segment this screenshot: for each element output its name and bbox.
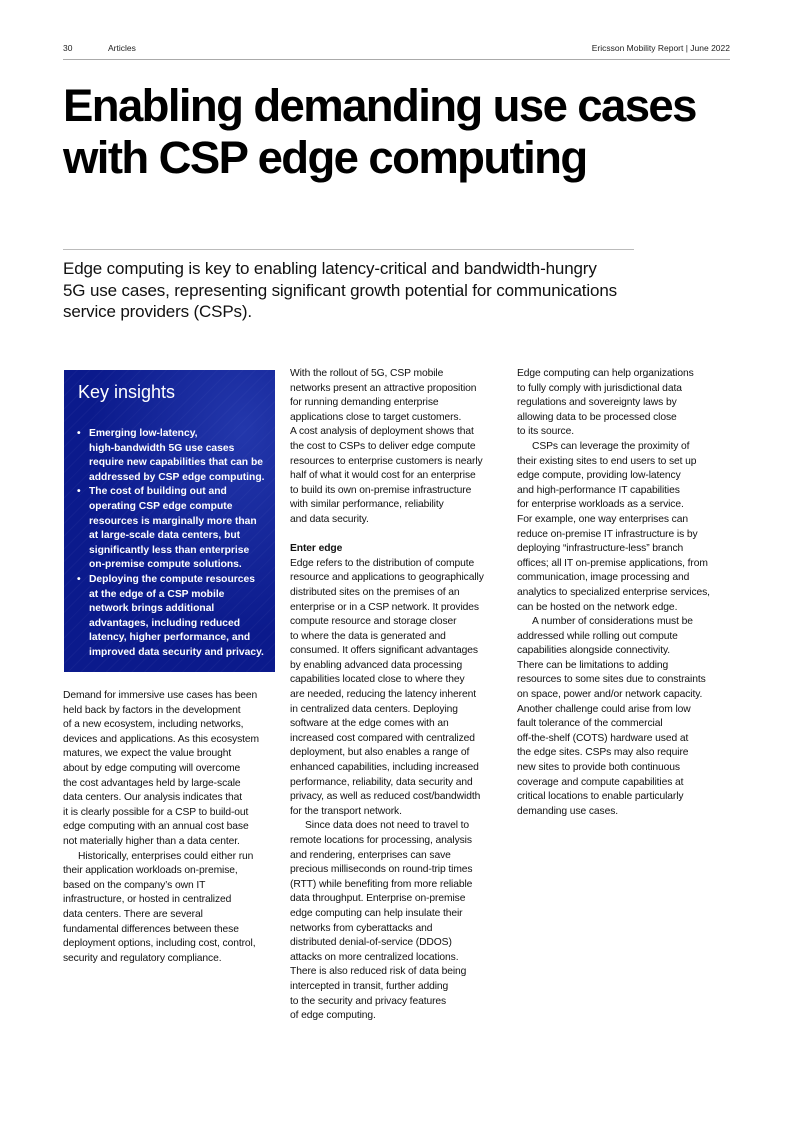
text-line: networks present an attractive proposition: [290, 382, 477, 394]
text-line: enhanced capabilities, including increased: [290, 762, 479, 774]
text-line: on space, power and/or network capacity.: [517, 689, 703, 701]
text-line: data centers. There are several: [63, 908, 203, 920]
title-line: with CSP edge computing: [63, 132, 587, 183]
body-column-1: [63, 689, 281, 966]
text-line: data throughput. Enterprise on-premise: [290, 893, 466, 905]
text-line: attacks on more centralized locations.: [290, 951, 459, 963]
key-insights-list: [77, 427, 264, 661]
insight-line: at the edge of a CSP mobile: [89, 588, 225, 600]
text-line: edge computing with an annual cost base: [63, 821, 249, 833]
text-line: in centralized data centers. Deploying: [290, 703, 458, 715]
page-header: [63, 43, 730, 59]
text-line: edge computing can help insulate their: [290, 907, 463, 919]
text-line: regulations and sovereignty laws by: [517, 397, 677, 409]
insight-line: high-bandwidth 5G use cases: [89, 442, 235, 454]
insight-line: improved data security and privacy.: [89, 646, 264, 658]
text-line: for the transport network.: [290, 805, 402, 817]
intro-line: service providers (CSPs).: [63, 302, 252, 321]
intro-paragraph: [63, 258, 653, 323]
text-line: resources to enterprise customers is nearly: [290, 455, 483, 467]
text-line: the cost advantages held by large-scale: [63, 777, 241, 789]
spacer: [290, 528, 508, 543]
text-line: software at the edge comes with an: [290, 718, 449, 730]
paragraph: [517, 615, 735, 819]
article-title: [63, 80, 743, 184]
text-line: A number of considerations must be: [532, 616, 693, 628]
text-line: to where the data is generated and: [290, 630, 446, 642]
text-line: allowing data to be processed close: [517, 411, 677, 423]
text-line: Demand for immersive use cases has been: [63, 690, 258, 701]
text-line: devices and applications. As this ecosystem: [63, 733, 260, 745]
insight-line: operating CSP edge compute: [89, 500, 233, 512]
title-line: Enabling demanding use cases: [63, 80, 696, 131]
body-column-2: [290, 367, 508, 1024]
text-line: half of what it would cost for an enterprise: [290, 470, 476, 482]
text-line: compute resource and storage closer: [290, 616, 457, 628]
paragraph: [517, 440, 735, 615]
text-line: distributed denial-of-service (DDOS): [290, 937, 452, 949]
text-line: communication, image processing and: [517, 572, 690, 584]
text-line: the cost to CSPs to deliver edge compute: [290, 440, 476, 452]
body-column-3: [517, 367, 735, 819]
text-line: For example, one way enterprises can: [517, 513, 688, 525]
text-line: (RTT) while benefiting from more reliable: [290, 878, 473, 890]
text-line: addressed while rolling out compute: [517, 630, 678, 642]
insight-line: advantages, including reduced: [89, 617, 241, 629]
text-line: distributed sites on the premises of an: [290, 586, 460, 598]
text-line: and rendering, enterprises can save: [290, 849, 451, 861]
text-line: remote locations for processing, analysis: [290, 835, 472, 846]
text-line: Another challenge could arise from low: [517, 703, 691, 715]
text-line: the edge sites. CSPs may also require: [517, 747, 689, 759]
text-line: There can be limitations to adding: [517, 659, 669, 671]
text-line: deployment options, including cost, control,: [63, 938, 256, 950]
text-line: capabilities alongside connectivity.: [517, 645, 671, 657]
text-line: held back by factors in the development: [63, 704, 241, 716]
paragraph: [63, 850, 281, 967]
text-line: Edge refers to the distribution of compute: [290, 557, 475, 569]
text-line: to fully comply with jurisdictional data: [517, 382, 682, 394]
insight-line: latency, higher performance, and: [89, 632, 251, 644]
text-line: about by edge computing will overcome: [63, 762, 241, 774]
text-line: with similar performance, reliability: [290, 499, 444, 511]
text-line: Edge computing can help organizations: [517, 368, 694, 379]
text-line: their application workloads on-premise,: [63, 865, 238, 877]
text-line: to build its own on-premise infrastructure: [290, 484, 472, 496]
text-line: and high-performance IT capabilities: [517, 484, 680, 496]
text-line: precious milliseconds on round-trip times: [290, 864, 473, 876]
key-insights-heading: Key insights: [78, 382, 176, 402]
insight-line: on-premise compute solutions.: [89, 559, 242, 571]
text-line: resource and applications to geographically: [290, 572, 484, 584]
paragraph: [63, 689, 281, 850]
insight-line: significantly less than enterprise: [89, 544, 250, 556]
text-line: based on the company’s own IT: [63, 879, 206, 891]
intro-divider: [63, 249, 634, 250]
text-line: of a new ecosystem, including networks,: [63, 719, 244, 731]
text-line: fundamental differences between these: [63, 923, 239, 935]
text-line: coverage and compute capabilities at: [517, 776, 684, 788]
text-line: are needed, reducing the latency inherent: [290, 689, 476, 701]
text-line: capabilities located close to where they: [290, 674, 465, 686]
section-label: Articles: [108, 43, 136, 53]
text-line: new sites to provide both continuous: [517, 762, 680, 774]
text-line: Since data does not need to travel to: [305, 820, 470, 832]
insight-line: addressed by CSP edge computing.: [89, 471, 265, 483]
paragraph: [517, 367, 735, 440]
text-line: it is clearly possible for a CSP to build-out: [63, 806, 249, 818]
text-line: not materially higher than a data center.: [63, 835, 240, 847]
paragraph: [290, 367, 508, 528]
subheading-enter-edge: Enter edge: [290, 543, 343, 555]
insight-line: resources is marginally more than: [89, 515, 257, 527]
text-line: privacy, as well as reduced cost/bandwidth: [290, 791, 481, 803]
text-line: deploying “infrastructure-less” branch: [517, 543, 684, 555]
header-divider: [63, 59, 730, 60]
text-line: A cost analysis of deployment shows that: [290, 426, 474, 438]
text-line: With the rollout of 5G, CSP mobile: [290, 368, 444, 379]
text-line: matures, we expect the value brought: [63, 748, 232, 760]
insight-line: • Emerging low-latency,: [89, 428, 198, 439]
text-line: resources to some sites due to constraints: [517, 674, 706, 686]
insight-line: require new capabilities that can be: [89, 457, 263, 469]
text-line: intercepted in transit, further adding: [290, 980, 449, 992]
text-line: analytics to specialized enterprise services,: [517, 586, 710, 598]
text-line: to its source.: [517, 426, 574, 438]
text-line: deployment, but also enables a range of: [290, 747, 470, 759]
text-line: applications close to target customers.: [290, 411, 462, 423]
text-line: their existing sites to end users to set up: [517, 455, 697, 467]
text-line: of edge computing.: [290, 1010, 376, 1022]
paragraph: [290, 557, 508, 820]
insight-line: at large-scale data centers, but: [89, 530, 241, 542]
insight-line: • The cost of building out and: [89, 486, 227, 498]
insight-bullet: [77, 485, 264, 573]
text-line: reduce on-premise IT infrastructure is by: [517, 528, 698, 540]
text-line: CSPs can leverage the proximity of: [532, 440, 690, 452]
text-line: off-the-shelf (COTS) hardware used at: [517, 732, 689, 744]
text-line: consumed. It offers significant advantages: [290, 645, 478, 657]
text-line: There is also reduced risk of data being: [290, 966, 467, 978]
insight-bullet: [77, 573, 264, 661]
text-line: performance, reliability, data security and: [290, 776, 473, 788]
page-number: 30: [63, 43, 73, 53]
text-line: and data security.: [290, 513, 369, 525]
text-line: networks from cyberattacks and: [290, 922, 433, 934]
text-line: demanding use cases.: [517, 805, 619, 817]
text-line: fault tolerance of the commercial: [517, 718, 663, 730]
text-line: for enterprise workloads as a service.: [517, 499, 684, 511]
insight-line: • Deploying the compute resources: [89, 573, 255, 585]
text-line: enterprise or in a CSP network. It provides: [290, 601, 479, 613]
insight-bullet: [77, 427, 264, 485]
insight-line: network brings additional: [89, 603, 215, 615]
report-title: Ericsson Mobility Report | June 2022: [591, 43, 730, 53]
intro-line: 5G use cases, representing significant growth potential for communications: [63, 280, 617, 300]
text-line: security and regulatory compliance.: [63, 952, 222, 964]
text-line: can be hosted on the network edge.: [517, 601, 678, 613]
text-line: critical locations to enable particularly: [517, 791, 684, 803]
text-line: increased cost compared with centralized: [290, 732, 475, 744]
text-line: offices; all IT on-premise applications, from: [517, 557, 708, 569]
paragraph: [290, 819, 508, 1023]
text-line: Historically, enterprises could either run: [78, 850, 254, 862]
text-line: to the security and privacy features: [290, 995, 447, 1007]
text-line: infrastructure, or hosted in centralized: [63, 894, 232, 906]
key-insights-box: [64, 370, 275, 672]
text-line: by enabling advanced data processing: [290, 659, 463, 671]
text-line: data centers. Our analysis indicates that: [63, 792, 243, 804]
text-line: edge compute, providing low-latency: [517, 470, 681, 482]
text-line: for running demanding enterprise: [290, 397, 439, 409]
intro-line: Edge computing is key to enabling latency-critical and bandwidth-hungry: [63, 259, 597, 278]
